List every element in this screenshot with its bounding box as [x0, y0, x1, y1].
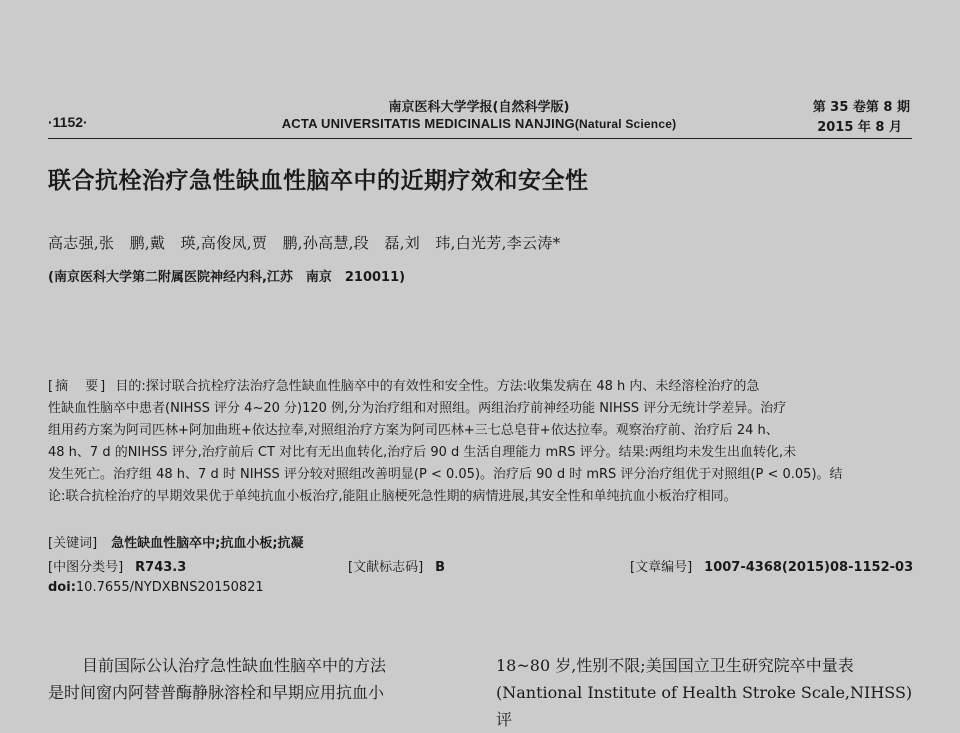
keywords-value: 急性缺血性脑卒中;抗血小板;抗凝	[111, 536, 304, 551]
abstract-line	[48, 376, 918, 398]
article-title: 联合抗栓治疗急性缺血性脑卒中的近期疗效和安全性	[48, 168, 589, 194]
body-line: 目前国际公认治疗急性缺血性脑卒中的方法	[82, 656, 387, 675]
page-number: ·1152·	[48, 114, 88, 130]
abstract-line: 48 h、7 d 的NIHSS 评分,治疗前后 CT 对比有无出血转化,治疗后 90 d 生活自理能力 mRS 评分。结果:两组均未发生出血转化,未	[48, 445, 797, 460]
author-affiliation: (南京医科大学第二附属医院神经内科,江苏 南京 210011)	[48, 270, 406, 285]
body-line: 是时间窗内阿替普酶静脉溶栓和早期应用抗血小	[48, 683, 385, 702]
keywords-row	[48, 532, 304, 551]
page-header	[48, 94, 910, 138]
abstract-label: [摘 要]	[48, 379, 108, 394]
clc-value: R743.3	[135, 560, 187, 575]
abstract-line-text: 目的:探讨联合抗栓疗法治疗急性缺血性脑卒中的有效性和安全性。方法:收集发病在 48 h 内、未经溶栓治疗的急	[115, 379, 760, 394]
abstract-line: 论:联合抗栓治疗的早期效果优于单纯抗血小板治疗,能阻止脑梗死急性期的病情进展,其安全性和单纯抗血小板治疗相同。	[48, 489, 737, 504]
doi-label: doi:	[48, 580, 76, 595]
author-list: 高志强,张 鹏,戴 瑛,高俊凤,贾 鹏,孙高慧,段 磊,刘 玮,白光芳,李云涛*	[48, 234, 561, 252]
classification-row	[48, 556, 916, 578]
journal-name-chinese: 南京医科大学学报(自然科学版)	[388, 100, 570, 115]
body-line: 18~80 岁,性别不限;美国国立卫生研究院卒中量表	[496, 656, 854, 675]
journal-name-english-sub: (Natural Science)	[574, 117, 677, 131]
clc-label: [中图分类号]	[48, 560, 124, 575]
article-number-value: 1007-4368(2015)08-1152-03	[704, 560, 914, 575]
doi-row	[48, 580, 264, 595]
keywords-label: [关键词]	[48, 536, 98, 551]
abstract-line: 性缺血性脑卒中患者(NIHSS 评分 4~20 分)120 例,分为治疗组和对照组。两组治疗前神经功能 NIHSS 评分无统计学差异。治疗	[48, 401, 787, 416]
journal-name-english	[48, 116, 910, 131]
doi-value: 10.7655/NYDXBNS20150821	[75, 580, 264, 595]
issue-date: 2015 年 8 月	[817, 120, 902, 135]
abstract	[48, 376, 918, 508]
header-rule	[48, 138, 912, 139]
body-column-right	[496, 652, 920, 733]
abstract-line: 组用药方案为阿司匹林+阿加曲班+依达拉奉,对照组治疗方案为阿司匹林+三七总皂苷+依达拉奉。观察治疗前、治疗后 24 h、	[48, 423, 779, 438]
document-code-label: [文献标志码]	[348, 560, 424, 575]
article-number-label: [文章编号]	[630, 560, 693, 575]
abstract-line: 发生死亡。治疗组 48 h、7 d 时 NIHSS 评分较对照组改善明显(P < 0.05)。治疗后 90 d 时 mRS 评分治疗组优于对照组(P < 0.05)。结	[48, 467, 843, 482]
clc-number	[48, 556, 186, 575]
body-line: (Nantional Institute of Health Stroke Scale,NIHSS)评	[496, 683, 913, 729]
volume-issue: 第 35 卷第 8 期	[812, 100, 910, 115]
journal-name-english-main: ACTA UNIVERSITATIS MEDICINALIS NANJING	[281, 116, 575, 131]
document-code-value: B	[435, 560, 446, 575]
article-number	[630, 556, 913, 575]
body-column-left	[48, 652, 468, 706]
document-code	[348, 556, 445, 575]
